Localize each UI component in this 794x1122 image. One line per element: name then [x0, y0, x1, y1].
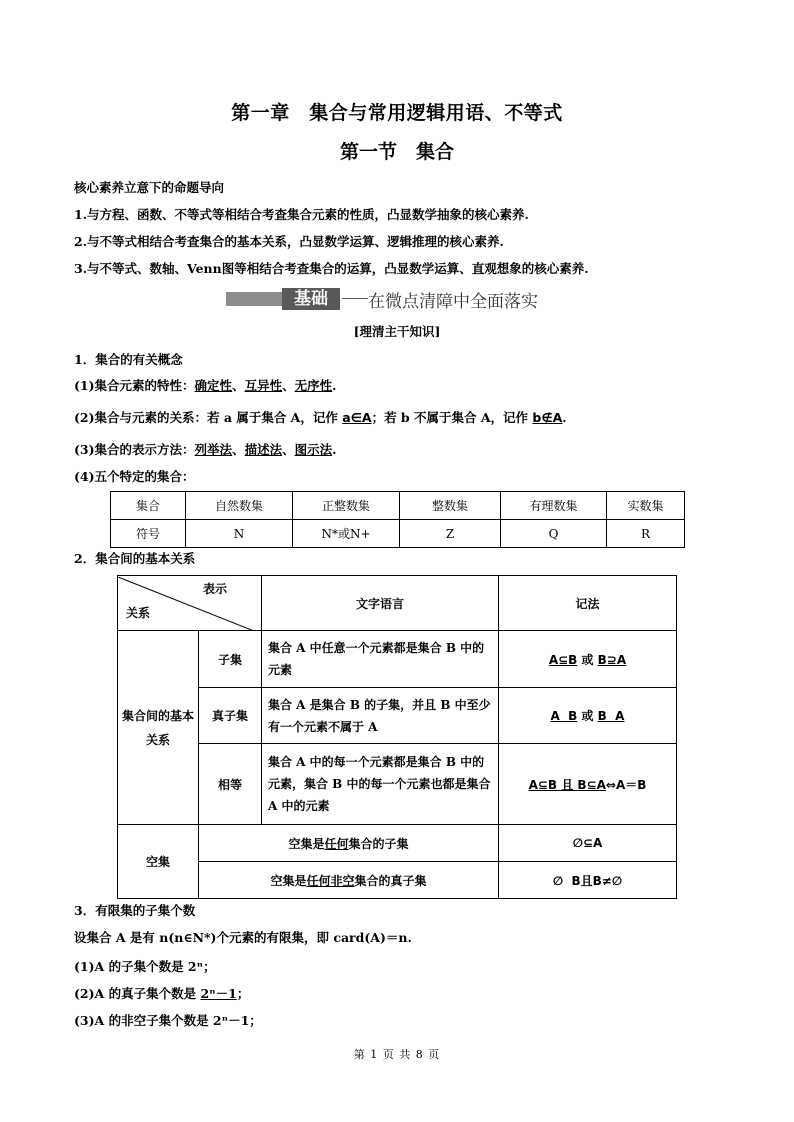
group-label: 集合间的基本关系: [118, 631, 199, 825]
column-header-notation: 记法: [499, 576, 677, 631]
section-banner: [0, 287, 794, 311]
text-b: 集合的真子集: [354, 873, 427, 888]
sep: 、: [232, 378, 245, 393]
table-cell: Q: [501, 520, 607, 548]
end: .: [332, 378, 337, 393]
s1-p1: [74, 376, 336, 394]
or-text: 或: [577, 709, 598, 723]
banner-bar: [226, 292, 282, 306]
s1-p2-a: (2)集合与元素的关系：若 a 属于集合 A，记作: [74, 410, 343, 425]
table-cell: Z: [400, 520, 501, 548]
text-u: 任何非空: [306, 873, 355, 888]
sep: 、: [282, 442, 295, 457]
s1-p1-item-2: 互异性: [244, 378, 283, 393]
table-header-cell: 实数集: [607, 492, 685, 520]
guide-item-1: 1.与方程、函数、不等式等相结合考查集合元素的性质，凸显数学抽象的核心素养.: [74, 207, 529, 222]
table-row: [118, 688, 677, 744]
diag-top-label: 表示: [202, 582, 227, 596]
table-row: [118, 744, 677, 825]
group-label: 空集: [118, 825, 199, 899]
relation-text: 集合 A 中任意一个元素都是集合 B 中的元素: [262, 631, 499, 688]
diagonal-header-cell: [118, 576, 262, 631]
table-row: [118, 862, 677, 899]
page-footer: 第 1 页 共 8 页: [353, 1048, 441, 1061]
table-row: [111, 520, 685, 548]
diag-bottom-label: 关系: [126, 606, 151, 620]
text-a: 空集是: [288, 836, 325, 851]
subsection-heading: [理清主干知识]: [353, 324, 441, 339]
s1-p2-u1: a∈A: [342, 410, 372, 425]
relation-name: 子集: [199, 631, 262, 688]
banner-text: 在微点清障中全面落实: [368, 292, 538, 312]
empty-set-notation: ∅ B且B≠∅: [499, 862, 677, 899]
relation-text: 集合 A 是集合 B 的子集，并且 B 中至少有一个元素不属于 A: [262, 688, 499, 744]
table-row: [111, 492, 685, 520]
relation-name: 真子集: [199, 688, 262, 744]
notation-a: A B: [550, 709, 578, 723]
diagonal-header: [118, 577, 261, 629]
s1-p1-item-1: 确定性: [194, 378, 233, 393]
empty-set-notation: ∅⊆A: [499, 825, 677, 862]
table-row: [118, 576, 677, 631]
s3-intro: 设集合 A 是有 n(n∈N*)个元素的有限集，即 card(A)＝n.: [74, 930, 412, 945]
s1-p3-item-3: 图示法: [294, 442, 333, 457]
relation-notation: [499, 688, 677, 744]
end: .: [562, 410, 567, 425]
end: ；: [236, 986, 250, 1001]
s3-p3: (3)A 的非空子集个数是 2ⁿ－1；: [74, 1013, 262, 1028]
s1-heading: 1．集合的有关概念: [74, 352, 183, 367]
notation-a: A⊆B: [548, 652, 578, 667]
s2-heading: 2．集合间的基本关系: [74, 551, 196, 566]
s1-p3-item-2: 描述法: [244, 442, 283, 457]
relation-name: 相等: [199, 744, 262, 825]
s3-p2-value: 2ⁿ－1: [200, 986, 237, 1001]
text-u: 任何: [324, 836, 349, 851]
empty-set-text: [199, 825, 499, 862]
empty-set-text: [199, 862, 499, 899]
notation: A⊆B 且 B⊆A: [528, 777, 606, 792]
s1-p2-u2: b∉A: [532, 410, 563, 425]
table-cell: N: [186, 520, 293, 548]
s3-p1: (1)A 的子集个数是 2ⁿ；: [74, 959, 216, 974]
s3-heading: 3．有限集的子集个数: [74, 903, 196, 918]
section-title: 第一节 集合: [339, 141, 454, 163]
set-relations-table: [117, 575, 677, 899]
sep: 、: [282, 378, 295, 393]
guide-item-2: 2.与不等式相结合考查集合的基本关系，凸显数学运算、逻辑推理的核心素养.: [74, 234, 504, 249]
sep: 、: [232, 442, 245, 457]
notation-tail: ⇔A＝B: [605, 777, 647, 792]
s1-p2-b: ；若 b 不属于集合 A，记作: [371, 410, 533, 425]
notation-b: B⊇A: [597, 652, 627, 667]
s1-p3: [74, 440, 336, 458]
table-cell: R: [607, 520, 685, 548]
end: .: [332, 442, 337, 457]
column-header-text: 文字语言: [262, 576, 499, 631]
s1-p1-prefix: (1)集合元素的特性：: [74, 378, 195, 393]
s1-p4: (4)五个特定的集合：: [74, 469, 195, 484]
s1-p1-item-3: 无序性: [294, 378, 333, 393]
s3-p2-prefix: (2)A 的真子集个数是: [74, 986, 201, 1001]
table-header-cell: 正整数集: [293, 492, 400, 520]
relation-text: 集合 A 中的每一个元素都是集合 B 中的元素，集合 B 中的每一个元素也都是集合 A 中的元素: [262, 744, 499, 825]
s1-p3-prefix: (3)集合的表示方法：: [74, 442, 195, 457]
table-header-cell: 集合: [111, 492, 186, 520]
s1-p3-item-1: 列举法: [194, 442, 233, 457]
table-header-cell: 有理数集: [501, 492, 607, 520]
relation-notation: [499, 744, 677, 825]
table-cell: N*或N+: [293, 520, 400, 548]
text-a: 空集是: [270, 873, 307, 888]
chapter-title: 第一章 集合与常用逻辑用语、不等式: [231, 102, 563, 124]
table-row: [118, 825, 677, 862]
or-text: 或: [577, 652, 598, 667]
guide-heading: 核心素养立意下的命题导向: [74, 180, 225, 195]
banner-dash: [342, 298, 368, 299]
special-sets-table: [110, 491, 685, 548]
notation-b: B A: [597, 709, 625, 723]
table-cell: 符号: [111, 520, 186, 548]
table-header-cell: 自然数集: [186, 492, 293, 520]
table-row: [118, 631, 677, 688]
s3-p2: [74, 984, 249, 1002]
banner-label: 基础: [282, 288, 340, 310]
relation-notation: [499, 631, 677, 688]
guide-item-3: 3.与不等式、数轴、Venn图等相结合考查集合的运算，凸显数学运算、直观想象的核心素养.: [74, 261, 589, 276]
table-header-cell: 整数集: [400, 492, 501, 520]
text-b: 集合的子集: [348, 836, 409, 851]
s1-p2: [74, 408, 567, 426]
